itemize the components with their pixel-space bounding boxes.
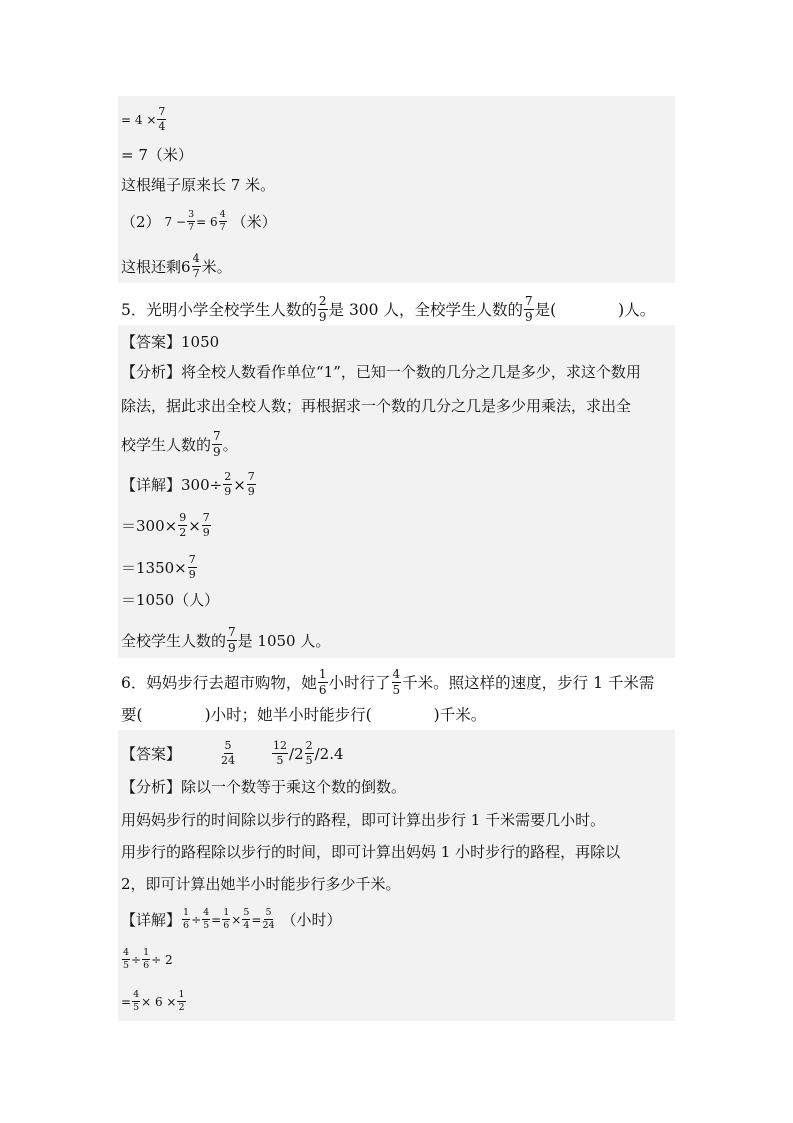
analysis-line [121, 430, 238, 459]
calc-text: ÷ 2 [151, 952, 173, 967]
detail-line [121, 626, 330, 655]
fraction: $\frac{4}{7}$ [219, 209, 226, 233]
calc-text: 7 − [164, 214, 187, 229]
calc-text: = 4 × [121, 112, 157, 127]
analysis-text: 用步行的路程除以步行的时间，即可计算出妈妈 1 小时步行的路程，再除以 [121, 843, 621, 861]
result-text: 是 1050 人。 [237, 631, 331, 650]
fraction: $\frac{5}{24}$ [262, 907, 275, 931]
calc-text: × 6 × [141, 994, 177, 1009]
result-text: 全校学生人数的 [121, 631, 227, 650]
result-text: 这根绳子原来长 7 米。 [121, 176, 276, 194]
calc-text: = [251, 912, 262, 927]
calc-text: ＝1050（人） [121, 591, 220, 609]
fraction: $\frac{4}{7}$ [192, 252, 200, 280]
analysis-line [121, 396, 631, 416]
calc-text: × [231, 912, 242, 927]
fraction: $\frac{7}{9}$ [202, 511, 210, 539]
calc-text: ＝300× [121, 516, 178, 535]
unit-text: （米） [231, 212, 277, 231]
analysis-text: 用妈妈步行的时间除以步行的路程，即可计算出步行 1 千米需要几小时。 [121, 811, 606, 829]
calc-text: ＝1350× [121, 558, 187, 577]
detail-line [121, 554, 198, 581]
question-text: 小时行了 [328, 673, 391, 692]
fraction: $\frac{1}{6}$ [223, 907, 230, 931]
detail-line [121, 512, 212, 539]
question-text: )千米。 [433, 706, 487, 724]
question-6 [121, 668, 654, 697]
answer-label: 【答案】 [121, 333, 182, 351]
detail-label: 【详解】 [121, 475, 182, 494]
fraction: $\frac{9}{2}$ [179, 511, 187, 539]
analysis-text: 除法，据此求出全校人数；再根据求一个数的几分之几是多少用乘法，求出全 [121, 397, 632, 415]
answer-value: 1050 [181, 333, 220, 351]
answer-value: /2 [289, 744, 304, 763]
fraction: $\frac{4}{5}$ [203, 907, 210, 931]
question-text: 5．光明小学全校学生人数的 [121, 300, 317, 319]
fraction: $\frac{7}{9}$ [228, 625, 236, 655]
analysis-text: 。 [222, 435, 238, 454]
analysis-text: 将全校人数看作单位“1”，已知一个数的几分之几是多少，求这个数用 [181, 363, 641, 381]
detail-line [121, 948, 173, 971]
question-5 [121, 295, 655, 324]
answer-line [121, 332, 219, 352]
analysis-text: 2，即可计算出她半小时能步行多少千米。 [121, 875, 401, 893]
detail-line [121, 990, 187, 1013]
answer-label: 【答案】 [121, 744, 182, 763]
result-text: 米。 [201, 257, 232, 276]
fraction: $\frac{2}{9}$ [224, 470, 232, 498]
question-text: )人。 [618, 300, 656, 319]
calc-text: = 7（米） [121, 146, 193, 164]
text-line [121, 175, 275, 195]
analysis-label: 【分析】 [121, 778, 182, 796]
analysis-line [121, 810, 605, 830]
calc-line [121, 210, 277, 233]
calc-line [121, 145, 193, 165]
calc-text: = [121, 994, 132, 1009]
analysis-line [121, 874, 401, 894]
result-text: 这根还剩 [121, 257, 182, 276]
text-line [121, 253, 232, 280]
calc-text: × [233, 475, 246, 494]
question-6-cont [121, 705, 486, 725]
unit-text: （小时） [281, 910, 342, 929]
question-text: )小时；她半小时能步行( [204, 706, 372, 724]
fraction: $\frac{7}{9}$ [524, 294, 533, 324]
analysis-text: 校学生人数的 [121, 435, 212, 454]
fraction: $\frac{3}{7}$ [188, 209, 195, 233]
fraction: $\frac{5}{4}$ [243, 907, 250, 931]
question-text: 6．妈妈步行去超市购物，她 [121, 673, 317, 692]
analysis-label: 【分析】 [121, 363, 182, 381]
question-text: 是( [534, 300, 557, 319]
fraction: $\frac{4}{5}$ [123, 947, 130, 971]
fraction: $\frac{1}{6}$ [183, 907, 190, 931]
fraction: $\frac{5}{24}$ [221, 739, 236, 767]
detail-line [121, 908, 342, 931]
analysis-line [121, 362, 641, 382]
fraction: $\frac{7}{9}$ [213, 429, 221, 459]
calc-text: = [211, 912, 222, 927]
analysis-line [121, 842, 620, 862]
calc-line [121, 106, 167, 133]
calc-text: × [188, 516, 201, 535]
calc-text: = 6 [196, 214, 218, 229]
fraction: $\frac{1}{6}$ [143, 947, 150, 971]
fraction: $\frac{2}{5}$ [305, 739, 313, 767]
fraction: $\frac{7}{4}$ [158, 105, 166, 133]
fraction: $\frac{1}{2}$ [178, 989, 185, 1013]
fraction: $\frac{2}{9}$ [318, 294, 327, 324]
calc-text: 300÷ [181, 475, 223, 494]
fraction: $\frac{1}{6}$ [318, 667, 327, 697]
question-text: 要( [121, 706, 143, 724]
answer-value: /2.4 [314, 744, 344, 763]
fraction: $\frac{4}{5}$ [133, 989, 140, 1013]
analysis-text: 除以一个数等于乘这个数的倒数。 [181, 778, 407, 796]
fraction: $\frac{12}{5}$ [273, 739, 288, 767]
detail-line [121, 471, 257, 498]
mixed-whole: 6 [181, 257, 191, 276]
answer-line [121, 740, 344, 767]
fraction: $\frac{4}{5}$ [392, 667, 401, 697]
question-text: 是 300 人，全校学生人数的 [328, 300, 523, 319]
fraction: $\frac{7}{9}$ [247, 470, 255, 498]
analysis-line [121, 777, 406, 797]
fraction: $\frac{7}{9}$ [188, 553, 196, 581]
calc-text: ÷ [131, 952, 142, 967]
detail-label: 【详解】 [121, 910, 182, 929]
question-text: 千米。照这样的速度，步行 1 千米需 [402, 673, 655, 692]
calc-text: ÷ [191, 912, 202, 927]
detail-line [121, 590, 219, 610]
sub-question-label: （2） [121, 212, 161, 231]
